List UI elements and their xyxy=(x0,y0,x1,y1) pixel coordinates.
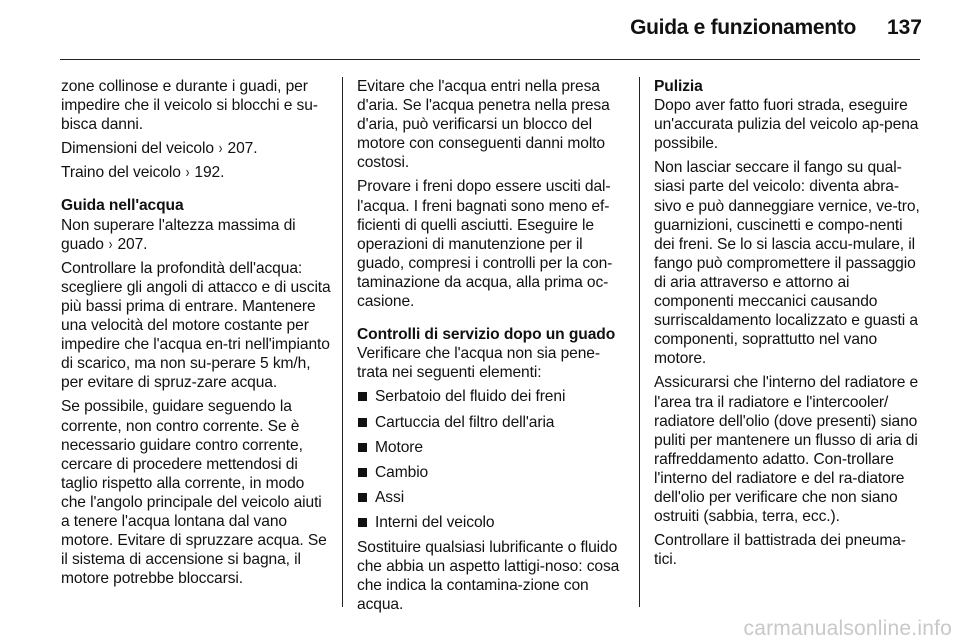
column-divider xyxy=(342,77,343,607)
text-column-1 xyxy=(61,77,331,593)
list-item-text: Cartuccia del filtro dell'aria xyxy=(375,413,555,431)
reference-page-link[interactable]: 207. xyxy=(117,235,148,253)
paragraph: Non lasciar seccare il fango su qual-siasi parte del veicolo: diventa abra-sivo e può danneggiare vernice, ve-tro, guarnizioni, cuscinetti e compo-nenti dei freni. Se lo si lascia accu-mulare, il fango può compromettere il passaggio di aria attraverso e attorno ai componenti meccanici causando surriscaldamento localizzato e guasti a componenti, soprattutto nel vano motore. xyxy=(654,159,920,368)
page-title: Guida e funzionamento xyxy=(630,16,856,39)
paragraph: Assicurarsi che l'interno del radiatore e l'area tra il radiatore e l'intercooler/ radiatore dell'olio (dove presenti) siano puliti per mantenere un flusso di aria di raffreddamento adatto. Con-trollare l'interno del radiatore e del ra-diatore dell'olio per verificare che non siano ostruiti (sabbia, terra, ecc.). xyxy=(654,374,919,526)
paragraph: Verificare che l'acqua non sia pene-trata nei seguenti elementi: xyxy=(357,345,600,382)
cross-reference xyxy=(61,163,331,182)
list-item xyxy=(357,438,627,457)
section-heading: Controlli di servizio dopo un guado xyxy=(357,326,616,344)
column-divider xyxy=(639,77,640,607)
section-heading: Guida nell'acqua xyxy=(61,197,184,215)
page-number: 137 xyxy=(886,16,922,39)
paragraph: Controllare il battistrada dei pneuma-tici. xyxy=(654,532,906,569)
watermark: carmanualsonline.info xyxy=(743,617,952,640)
reference-text: Dimensioni del veicolo xyxy=(61,140,214,158)
paragraph: Evitare che l'acqua entri nella presa d'aria. Se l'acqua penetra nella presa d'aria, può verificarsi un blocco del motore con conseguenti danni molto costosi. xyxy=(357,78,610,172)
square-bullet-icon xyxy=(358,418,367,427)
paragraph: Controllare la profondità dell'acqua: scegliere gli angoli di attacco e di uscita più bassi prima di entrare. Mantenere una velocità del motore costante per impedire che l'acqua en-tri nell'impianto di scarico, ma non su-perare 5 km/h, per evitare di spruz-zare acqua. xyxy=(61,259,331,392)
page-reference-arrow-icon: › xyxy=(218,140,223,158)
text-column-3 xyxy=(654,77,924,574)
list-item-text: Assi xyxy=(375,488,405,506)
section-heading: Pulizia xyxy=(654,78,703,95)
square-bullet-icon xyxy=(358,518,367,527)
paragraph xyxy=(61,216,331,254)
text-column-2 xyxy=(357,77,627,619)
paragraph: zone collinose e durante i guadi, per impedire che il veicolo si blocchi e su-bisca danni. xyxy=(61,78,318,134)
square-bullet-icon xyxy=(358,493,367,502)
page-header xyxy=(0,0,960,60)
reference-page-link[interactable]: 192. xyxy=(194,164,225,182)
page-reference-arrow-icon: › xyxy=(185,164,190,182)
reference-text: Traino del veicolo xyxy=(61,164,181,182)
list-item-text: Cambio xyxy=(375,463,429,481)
list-item xyxy=(357,413,627,432)
paragraph: Sostituire qualsiasi lubrificante o fluido che abbia un aspetto lattigi-noso: cosa che indica la contamina-zione con acqua. xyxy=(357,538,620,614)
list-item xyxy=(357,387,627,406)
square-bullet-icon xyxy=(358,392,367,401)
list-item-text: Serbatoio del fluido dei freni xyxy=(375,388,566,406)
list-item-text: Motore xyxy=(375,438,423,456)
paragraph: Dopo aver fatto fuori strada, eseguire un'accurata pulizia del veicolo ap-pena possibile. xyxy=(654,97,919,153)
cross-reference xyxy=(61,139,331,158)
list-item xyxy=(357,513,627,532)
bullet-list xyxy=(357,387,627,532)
list-item xyxy=(357,488,627,507)
list-item xyxy=(357,463,627,482)
reference-page-link[interactable]: 207. xyxy=(227,140,258,158)
paragraph-text: Non superare l'altezza massima di guado xyxy=(61,216,296,253)
page-reference-arrow-icon: › xyxy=(108,235,113,253)
list-item-text: Interni del veicolo xyxy=(375,513,495,531)
paragraph: Provare i freni dopo essere usciti dal-l'acqua. I freni bagnati sono meno ef-ficienti di quelli asciutti. Eseguire le operazioni di manutenzione per il guado, compresi i controlli per la con-taminazione da acqua, alla prima oc-casione. xyxy=(357,178,613,311)
header-divider xyxy=(60,59,920,60)
square-bullet-icon xyxy=(358,443,367,452)
square-bullet-icon xyxy=(358,468,367,477)
paragraph: Se possibile, guidare seguendo la corrente, non contro corrente. Se è necessario guidare contro corrente, cercare di procedere mettendosi di taglio rispetto alla corrente, in modo che l'angolo principale del veicolo aiuti a tenere l'acqua lontana dal vano motore. Evitare di spruzzare acqua. Se il sistema di accensione si bagna, il motore potrebbe bloccarsi. xyxy=(61,398,327,588)
